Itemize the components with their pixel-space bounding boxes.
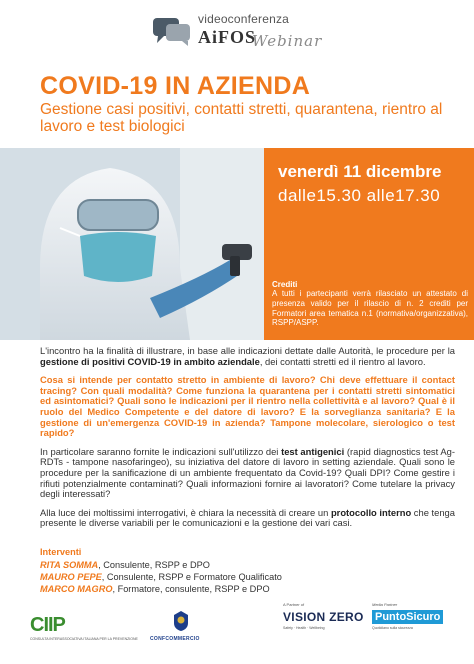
intro-end: , dei contatti stretti ed il rientro al lavoro.	[259, 355, 426, 367]
vision-partner-label: A Partner of	[283, 602, 305, 607]
logo-videoconferenza: videoconferenza	[198, 12, 290, 26]
details-bold: test antigenici	[281, 445, 345, 457]
ciip-logo	[30, 614, 138, 641]
aifos-logo	[152, 12, 332, 58]
intro-paragraph	[40, 346, 455, 367]
protocol-bold: protocollo interno	[330, 506, 412, 518]
protocol-end: che tenga presente le diverse variabili per le comunicazioni e la gestione dei vari casi.	[40, 506, 455, 529]
emblem-icon	[172, 610, 190, 632]
health-worker-illustration	[0, 148, 264, 340]
protocol-text: Alla luce dei moltissimi interrogativi, è chiara la necessità di creare un	[40, 506, 331, 518]
speaker-name: MAURO PEPE	[40, 572, 102, 582]
speaker-item	[40, 559, 282, 571]
logo-webinar: Webinar	[252, 32, 323, 50]
speaker-role: , Formatore, consulente, RSPP e DPO	[112, 584, 270, 594]
speaker-role: , Consulente, RSPP e DPO	[98, 560, 210, 570]
credits-text: A tutti i partecipanti verrà rilasciato un attestato di presenza valido per il rilascio di n. 2 crediti per Formatori area tematica n.1 (normativa/organizzativa), RSPP/ASPP.	[272, 289, 468, 328]
vision-zero-logo: VISION ZERO	[283, 610, 364, 624]
speakers-heading: Interventi	[40, 547, 82, 557]
partner-logos	[0, 602, 474, 664]
ciip-mark: CIIP	[30, 614, 65, 636]
speaker-item	[40, 571, 282, 583]
speakers-section	[40, 546, 282, 595]
event-info-panel	[264, 148, 474, 340]
speech-bubbles-icon	[152, 14, 192, 48]
event-time: dalle15.30 alle17.30	[278, 186, 441, 205]
description	[40, 346, 455, 537]
protocol-paragraph	[40, 508, 455, 529]
intro-bold: gestione di positivi COVID-19 in ambito aziendale	[40, 355, 260, 367]
speaker-item	[40, 583, 282, 595]
details-text: In particolare saranno fornite le indicazioni sull'utilizzo dei	[40, 445, 282, 457]
vision-zero-subtitle: Safety · Health · Wellbeing	[283, 626, 325, 630]
puntosicuro-logo: PuntoSicuro	[372, 610, 443, 624]
intro-text: L'incontro ha la finalità di illustrare, in base alle indicazioni dettate dalle Autorità, le procedure per la	[40, 345, 455, 356]
details-end: (rapid diagnostics test Ag-RDTs - tampone nasofaringeo), su iniziativa del datore di lavoro in setting aziendale. Quali sono le procedure per la sanificazione di un ambiente frequentato da Covid-19? Quali DPI? Come gestire i rifiuti potenzialmente contaminati? Quali informazioni fornire ai lavoratori? Come tutelare la privacy degli interessati?	[40, 445, 455, 500]
logo-brand: AiFOS	[198, 27, 257, 47]
speaker-name: MARCO MAGRO	[40, 584, 113, 594]
questions-paragraph: Cosa si intende per contatto stretto in ambiente di lavoro? Chi deve effettuare il contact tracing? Con quali modalità? Come funziona la quarantena per i contatti stretti sintomatici ed asintomatici? Quali sono le indicazioni per il rientro nella collettività e al lavoro? Qual è il ruolo del Medico Competente e del datore di lavoro? E la sorveglianza sanitaria? E la gestione di un'emergenza COVID-19 in azienda? Tampone molecolare, sierologico o test rapido?	[40, 374, 455, 439]
speaker-role: , Consulente, RSPP e Formatore Qualificato	[101, 572, 282, 582]
ciip-subtitle: CONSULTA INTERASSOCIATIVA ITALIANA PER LA PREVENZIONE	[30, 637, 138, 641]
page-title: COVID-19 IN AZIENDA	[40, 72, 311, 100]
speaker-name: RITA SOMMA	[40, 560, 99, 570]
puntosicuro-subtitle: Quotidiano sulla sicurezza	[372, 626, 413, 630]
event-date: venerdì 11 dicembre	[278, 162, 442, 181]
media-partner-label: Media Partner	[372, 602, 398, 607]
credits-heading: Crediti	[272, 280, 298, 289]
details-paragraph	[40, 447, 455, 500]
page-subtitle: Gestione casi positivi, contatti stretti, quarantena, rientro al lavoro e test biologici	[40, 101, 443, 135]
confcommercio-logo: CONFCOMMERCIO	[150, 636, 200, 642]
